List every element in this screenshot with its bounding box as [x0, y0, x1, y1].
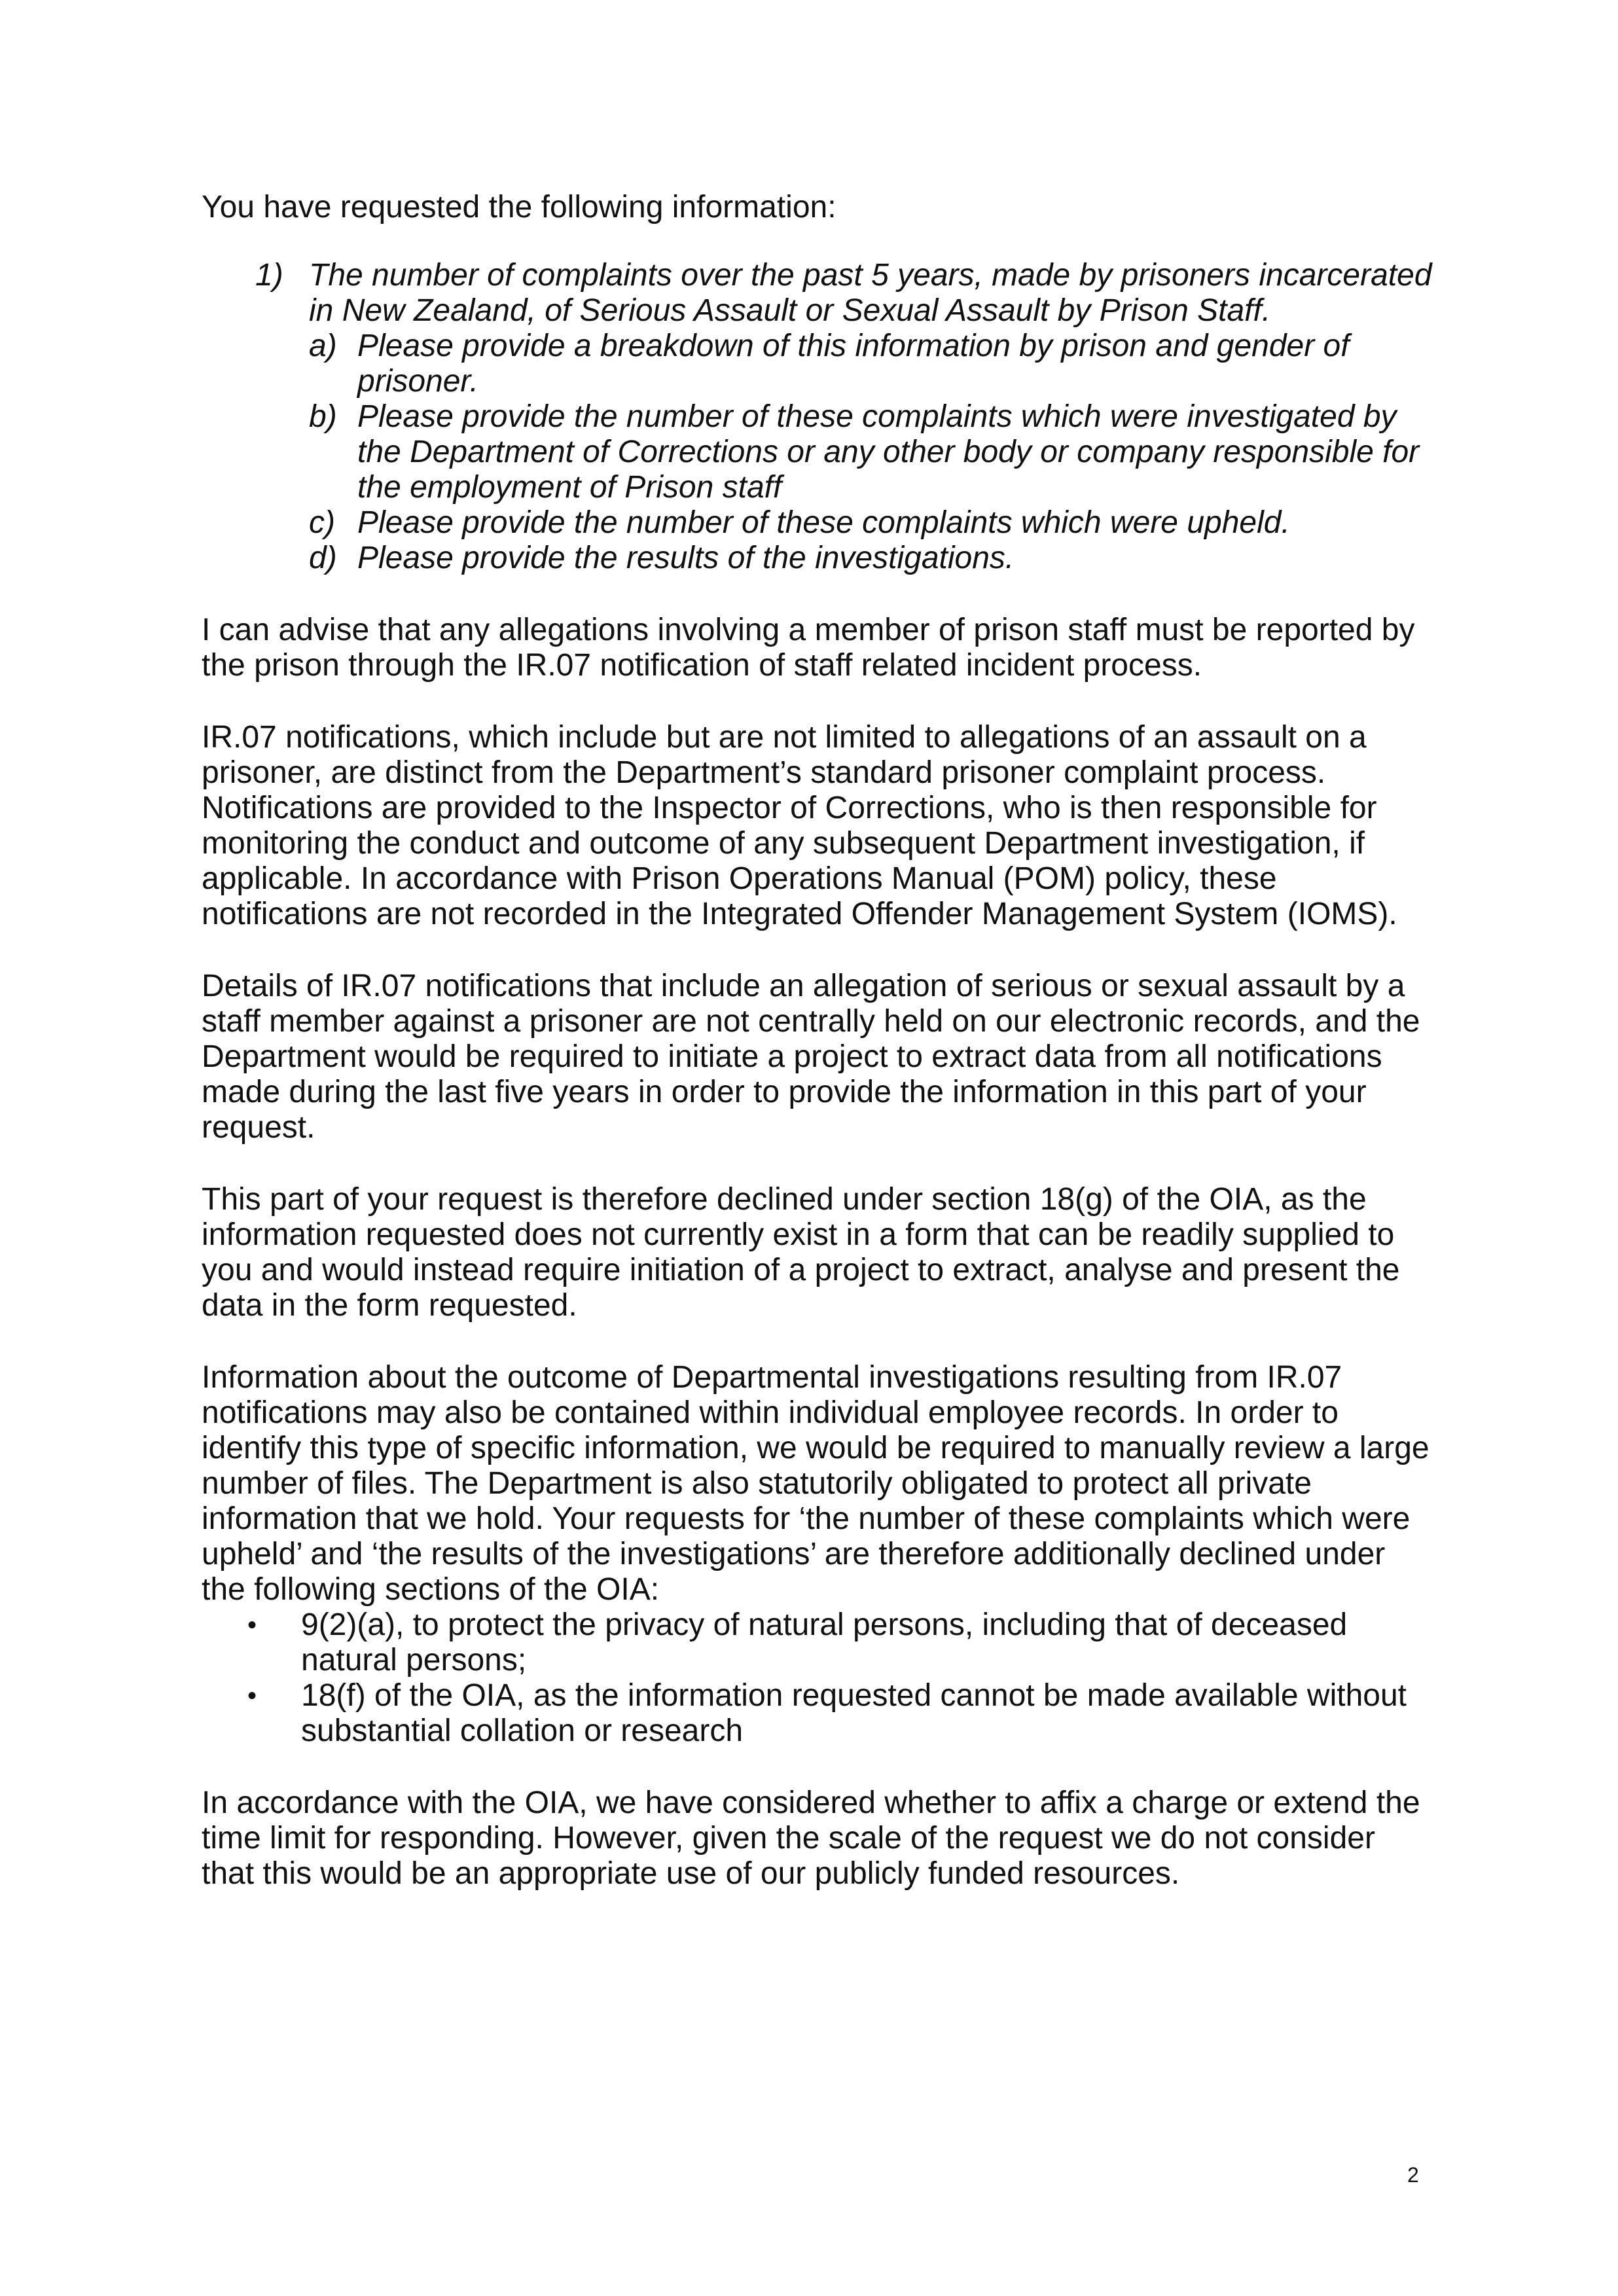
- sub-item-text: Please provide a breakdown of this information by prison and gender of prisoner.: [357, 329, 1350, 399]
- request-number: 1): [255, 258, 283, 293]
- declined-section-item: [247, 1678, 1432, 1749]
- request-sub-item: [309, 541, 1432, 576]
- request-list: [202, 258, 1432, 576]
- paragraph-ir07-reporting: I can advise that any allegations involving a member of prison staff must be reported by the prison through the IR.07 notification of staff related incident process.: [202, 613, 1415, 683]
- request-item: [202, 258, 1432, 329]
- page-number: 2: [1407, 2163, 1419, 2187]
- sub-item-letter: c): [309, 505, 335, 540]
- letter-body: [202, 190, 1432, 1928]
- paragraph-declined-18g: This part of your request is therefore declined under section 18(g) of the OIA, as the information requested does not currently exist in a form that can be readily supplied to you and would instead require initiation of a project to extract, analyse and present the data in the form requested.: [202, 1182, 1400, 1323]
- request-sub-item: [309, 329, 1432, 399]
- sub-item-letter: b): [309, 399, 337, 434]
- bullet-text: 9(2)(a), to protect the privacy of natural persons, including that of deceased natural persons;: [301, 1607, 1348, 1677]
- request-text: The number of complaints over the past 5 years, made by prisoners incarcerated in New Zealand, of Serious Assault or Sexual Assault by Prison Staff.: [309, 258, 1432, 328]
- request-sub-list: [309, 329, 1432, 576]
- paragraph-ir07-notifications: IR.07 notifications, which include but are not limited to allegations of an assault on a prisoner, are distinct from the Department’s standard prisoner complaint process. Notifications are provided to the Inspector of Corrections, who is then responsible for monitoring the conduct and outcome of any subsequent Department investigation, if applicable. In accordance with Prison Operations Manual (POM) policy, these notifications are not recorded in the Integrated Offender Management System (IOMS).: [202, 720, 1397, 931]
- bullet-text: 18(f) of the OIA, as the information requested cannot be made available without substantial collation or research: [301, 1678, 1407, 1748]
- declined-section-item: [247, 1607, 1432, 1678]
- sub-item-letter: d): [309, 541, 337, 575]
- sub-item-text: Please provide the number of these complaints which were investigated by the Department of Corrections or any other body or company responsible for the employment of Prison staff: [357, 399, 1420, 505]
- sub-item-letter: a): [309, 329, 337, 363]
- request-sub-item: [309, 505, 1432, 541]
- request-sub-item: [309, 399, 1432, 505]
- declined-sections-list: [202, 1607, 1432, 1749]
- sub-item-text: Please provide the number of these complaints which were upheld.: [357, 505, 1290, 540]
- bullet-icon: •: [247, 1681, 257, 1710]
- bullet-icon: •: [247, 1611, 257, 1640]
- paragraph-closing: In accordance with the OIA, we have considered whether to affix a charge or extend the time limit for responding. However, given the scale of the request we do not consider that this would be an appropriate use of our publicly funded resources.: [202, 1785, 1420, 1891]
- sub-item-text: Please provide the results of the investigations.: [357, 541, 1015, 575]
- paragraph-employee-records: Information about the outcome of Departmental investigations resulting from IR.07 notifications may also be contained within individual employee records. In order to identify this type of specific information, we would be required to manually review a large number of files. The Department is also statutorily obligated to protect all private information that we hold. Your requests for ‘the number of these complaints which were upheld’ and ‘the results of the investigations’ are therefore additionally declined under the following sections of the OIA:: [202, 1360, 1429, 1607]
- intro-text: You have requested the following information:: [202, 190, 836, 224]
- paragraph-records-not-held: Details of IR.07 notifications that include an allegation of serious or sexual assault by a staff member against a prisoner are not centrally held on our electronic records, and the Department would be required to initiate a project to extract data from all notifications made during the last five years in order to provide the information in this part of your request.: [202, 969, 1420, 1145]
